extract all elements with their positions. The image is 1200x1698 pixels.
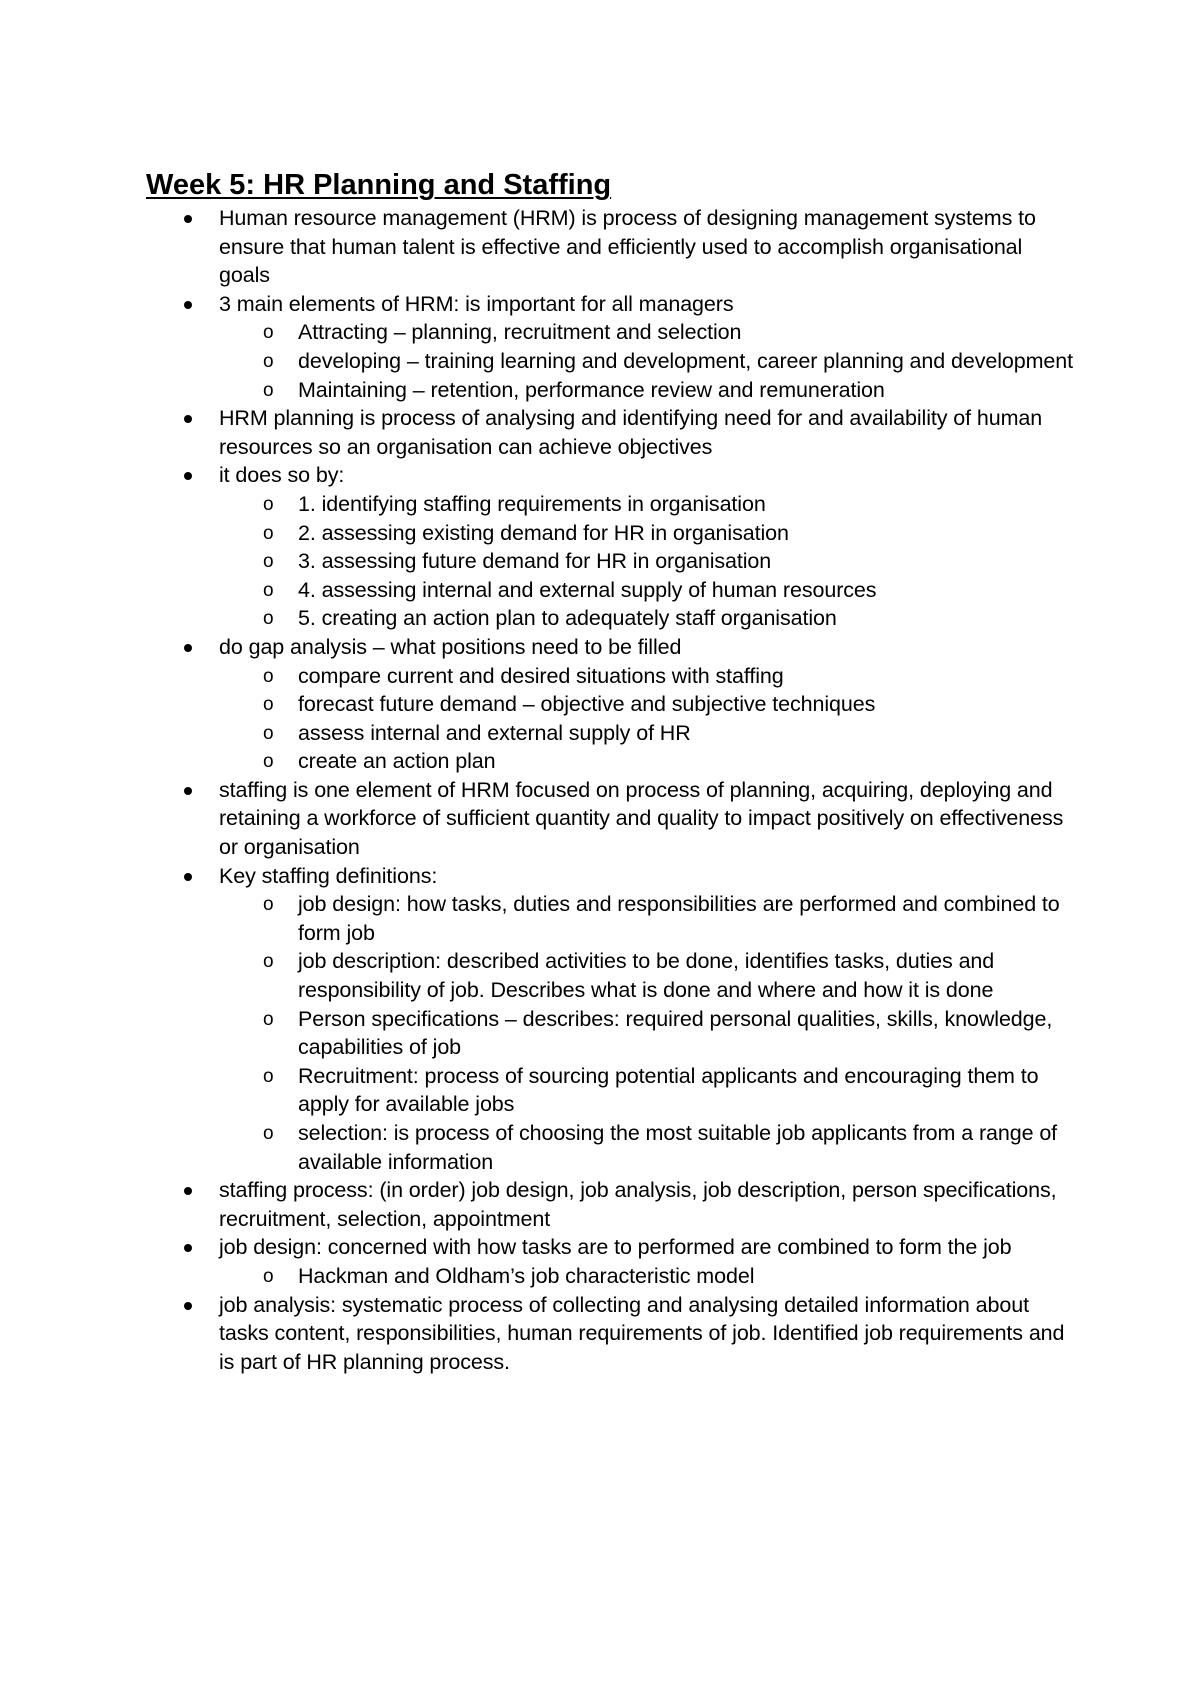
sub-list-item-text: 4. assessing internal and external supply of human resources (298, 577, 877, 602)
bullet-icon (184, 301, 192, 309)
list-item-text: Key staffing definitions: (219, 863, 438, 888)
list-item-text: do gap analysis – what positions need to be filled (219, 634, 682, 659)
list-item-text: staffing is one element of HRM focused on process of planning, acquiring, deploying and retaining a workforce of sufficient quantity and quality to impact positively on effectiveness or organisation (219, 777, 1064, 860)
sub-list-item (219, 576, 1076, 605)
sub-list-item-text: Maintaining – retention, performance review and remuneration (298, 377, 885, 402)
sub-list (219, 490, 1076, 633)
sub-list-item (219, 890, 1076, 947)
hollow-bullet-icon: o (263, 608, 274, 630)
list-item-text: job analysis: systematic process of collecting and analysing detailed information about tasks content, responsibilities, human requirements of job. Identified job requirements and is part of HR planning process. (219, 1292, 1065, 1374)
hollow-bullet-icon: o (263, 551, 274, 573)
sub-list-item-text: Person specifications – describes: required personal qualities, skills, knowledge, capabilities of job (298, 1006, 1053, 1060)
sub-list-item (219, 1062, 1076, 1119)
list-item (146, 461, 1076, 633)
list-item (146, 633, 1076, 776)
list-item (146, 204, 1076, 290)
list-item (146, 290, 1076, 404)
sub-list-item (219, 519, 1076, 548)
hollow-bullet-icon: o (263, 1065, 274, 1087)
hollow-bullet-icon: o (263, 951, 274, 973)
hollow-bullet-icon: o (263, 722, 274, 744)
hollow-bullet-icon: o (263, 379, 274, 401)
sub-list-item (219, 604, 1076, 633)
list-item-text: HRM planning is process of analysing and identifying need for and availability of human resources so an organisation can achieve objectives (219, 406, 1043, 459)
sub-list-item-text: forecast future demand – objective and subjective techniques (298, 692, 876, 717)
sub-list-item (219, 347, 1076, 376)
hollow-bullet-icon: o (263, 665, 274, 687)
sub-list-item (219, 376, 1076, 405)
bullet-icon (184, 472, 192, 480)
sub-list-item (219, 1005, 1076, 1062)
bullet-icon (184, 1187, 192, 1195)
sub-list-item (219, 719, 1076, 748)
sub-list-item-text: Recruitment: process of sourcing potential applicants and encouraging them to apply for available jobs (298, 1063, 1039, 1117)
list-item (146, 1176, 1076, 1233)
sub-list-item-text: selection: is process of choosing the most suitable job applicants from a range of available information (298, 1121, 1058, 1174)
sub-list-item (219, 1119, 1076, 1176)
sub-list-item (219, 662, 1076, 691)
sub-list-item (219, 547, 1076, 576)
sub-list-item-text: job design: how tasks, duties and responsibilities are performed and combined to form job (298, 892, 1060, 945)
document-page (146, 168, 1076, 1376)
sub-list (219, 890, 1076, 1176)
bullet-icon (184, 415, 192, 423)
list-item-text: staffing process: (in order) job design, job analysis, job description, person specifications, recruitment, selection, appointment (219, 1178, 1057, 1231)
bullet-icon (184, 1244, 192, 1252)
sub-list-item-text: 3. assessing future demand for HR in organisation (298, 549, 772, 574)
sub-list-item (219, 490, 1076, 519)
hollow-bullet-icon: o (263, 751, 274, 773)
hollow-bullet-icon: o (263, 1008, 274, 1030)
sub-list-item-text: job description: described activities to be done, identifies tasks, duties and responsibility of job. Describes what is done and where and how it is done (298, 949, 995, 1003)
sub-list-item-text: assess internal and external supply of HR (298, 720, 691, 745)
sub-list-item-text: 2. assessing existing demand for HR in organisation (298, 520, 789, 545)
hollow-bullet-icon: o (263, 1123, 274, 1144)
sub-list-item-text: 5. creating an action plan to adequately staff organisation (298, 606, 837, 631)
hollow-bullet-icon: o (263, 694, 274, 716)
hollow-bullet-icon: o (263, 1265, 274, 1287)
sub-list (219, 318, 1076, 404)
page-title: Week 5: HR Planning and Staffing (146, 169, 612, 201)
sub-list-item (219, 747, 1076, 776)
sub-list-item-text: Attracting – planning, recruitment and selection (298, 320, 742, 345)
sub-list-item (219, 318, 1076, 347)
list-item-text: 3 main elements of HRM: is important for all managers (219, 291, 734, 316)
list-item-text: job design: concerned with how tasks are to performed are combined to form the job (219, 1235, 1012, 1260)
sub-list-item (219, 690, 1076, 719)
sub-list-item (219, 947, 1076, 1004)
list-item-text: Human resource management (HRM) is process of designing management systems to ensure that human talent is effective and efficiently used to accomplish organisational goals (219, 206, 1036, 288)
bullet-icon (184, 787, 192, 795)
list-item (146, 404, 1076, 461)
sub-list-item-text: create an action plan (298, 749, 496, 774)
hollow-bullet-icon: o (263, 350, 274, 372)
list-item (146, 776, 1076, 862)
sub-list-item-text: Hackman and Oldham’s job characteristic model (298, 1263, 755, 1288)
list-item (146, 862, 1076, 1177)
bullet-icon (184, 215, 192, 223)
list-item (146, 1291, 1076, 1377)
bullet-icon (184, 644, 192, 652)
sub-list-item (219, 1262, 1076, 1291)
hollow-bullet-icon: o (263, 522, 274, 544)
sub-list-item-text: developing – training learning and development, career planning and development (298, 348, 1074, 373)
hollow-bullet-icon: o (263, 322, 274, 344)
sub-list (219, 662, 1076, 776)
hollow-bullet-icon: o (263, 493, 274, 515)
sub-list-item-text: compare current and desired situations with staffing (298, 663, 784, 688)
bullet-icon (184, 1302, 192, 1310)
sub-list (219, 1262, 1076, 1291)
sub-list-item-text: 1. identifying staffing requirements in organisation (298, 491, 766, 516)
list-item-text: it does so by: (219, 463, 345, 488)
hollow-bullet-icon: o (263, 579, 274, 601)
bullet-list (146, 204, 1076, 1376)
list-item (146, 1233, 1076, 1290)
bullet-icon (184, 873, 192, 881)
hollow-bullet-icon: o (263, 894, 274, 916)
